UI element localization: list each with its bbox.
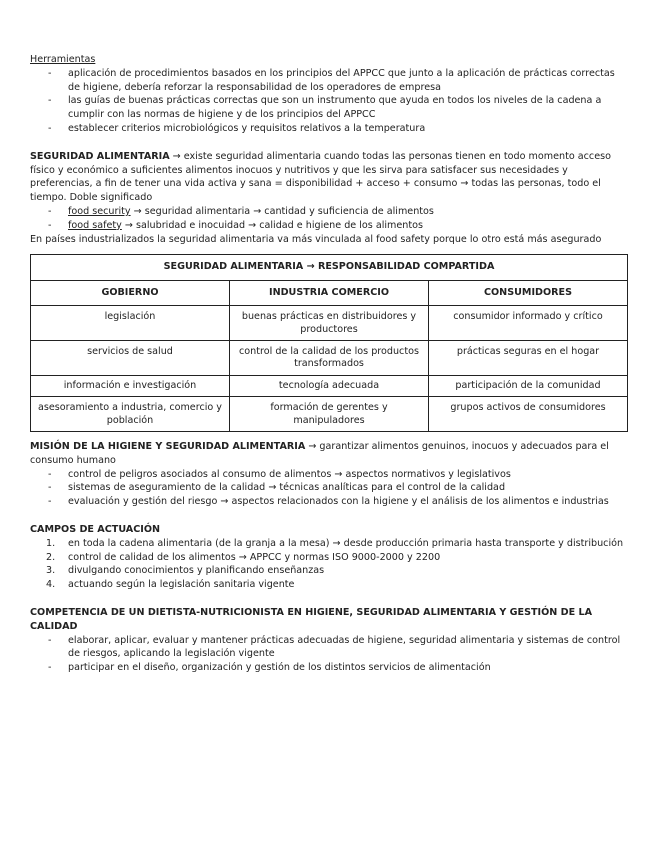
- competencia-list: [30, 634, 628, 675]
- table-cell: formación de gerentes y manipuladores: [230, 397, 429, 432]
- list-item: 3. divulgando conocimientos y planificando enseñanzas: [46, 565, 325, 577]
- term-food-security: food security: [68, 205, 131, 217]
- column-header: INDUSTRIA COMERCIO: [230, 280, 429, 305]
- table-cell: legislación: [31, 306, 230, 341]
- table-title: SEGURIDAD ALIMENTARIA → RESPONSABILIDAD COMPARTIDA: [31, 255, 628, 280]
- list-number: 3.: [46, 565, 56, 577]
- mision-list: [30, 468, 628, 509]
- bullet-mark: -: [48, 205, 52, 217]
- list-item: - aplicación de procedimientos basados en los principios del APPCC que junto a la aplicación de prácticas correctas de higiene, debería reforzar la responsabilidad de los operadores de empresa: [48, 67, 615, 93]
- document-page: [30, 53, 628, 675]
- seguridad-list: [30, 205, 628, 233]
- bullet-mark: -: [48, 67, 52, 79]
- bullet-mark: -: [48, 482, 52, 494]
- table-cell: control de la calidad de los productos transformados: [230, 340, 429, 375]
- table-cell: buenas prácticas en distribuidores y productores: [230, 306, 429, 341]
- herramientas-heading: Herramientas: [30, 54, 96, 65]
- bullet-mark: -: [48, 662, 52, 674]
- table-cell: consumidor informado y crítico: [429, 306, 628, 341]
- seguridad-paragraph: SEGURIDAD ALIMENTARIA → existe seguridad alimentaria cuando todas las personas tienen en todo momento acceso físico y económico a suficientes alimentos inocuos y nutritivos y que les sirva para satisfacer sus necesidades y preferencias, a fin de tener una vida activa y sana = disponibilidad + acceso + consumo → todas las personas, todo el tiempo. Doble significado: [30, 150, 611, 204]
- table-row: [31, 375, 628, 396]
- table-cell: asesoramiento a industria, comercio y población: [31, 397, 230, 432]
- list-item: - food safety → salubridad e inocuidad → calidad e higiene de los alimentos: [48, 219, 423, 231]
- list-item: - establecer criterios microbiológicos y requisitos relativos a la temperatura: [48, 122, 426, 134]
- list-item: - sistemas de aseguramiento de la calidad → técnicas analíticas para el control de la calidad: [48, 482, 506, 494]
- table-row: [31, 306, 628, 341]
- mision-paragraph: MISIÓN DE LA HIGIENE Y SEGURIDAD ALIMENTARIA → garantizar alimentos genuinos, inocuos y adecuados para el consumo humano: [30, 441, 609, 466]
- list-item: 1. en toda la cadena alimentaria (de la granja a la mesa) → desde producción primaria hasta transporte y distribución: [46, 537, 624, 549]
- list-item: - control de peligros asociados al consumo de alimentos → aspectos normativos y legislativos: [48, 468, 511, 480]
- mision-heading: MISIÓN DE LA HIGIENE Y SEGURIDAD ALIMENTARIA: [30, 441, 306, 453]
- table-cell: grupos activos de consumidores: [429, 397, 628, 432]
- list-number: 4.: [46, 579, 56, 591]
- seguridad-heading: SEGURIDAD ALIMENTARIA: [30, 150, 170, 162]
- table-cell: servicios de salud: [31, 340, 230, 375]
- table-cell: participación de la comunidad: [429, 375, 628, 396]
- list-item: - las guías de buenas prácticas correctas que son un instrumento que ayuda en todos los niveles de la cadena a cumplir con las normas de higiene y de los principios del APPCC: [48, 95, 602, 121]
- list-item: - evaluación y gestión del riesgo → aspectos relacionados con la higiene y el análisis de los alimentos e industrias: [48, 496, 609, 508]
- list-item: - elaborar, aplicar, evaluar y mantener prácticas adecuadas de higiene, seguridad alimentaria y sistemas de control de riesgos, aplicando la legislación vigente: [48, 634, 621, 660]
- list-item: 4. actuando según la legislación sanitaria vigente: [46, 579, 295, 591]
- table-cell: prácticas seguras en el hogar: [429, 340, 628, 375]
- list-item: - food security → seguridad alimentaria → cantidad y suficiencia de alimentos: [48, 205, 434, 217]
- column-header: CONSUMIDORES: [429, 280, 628, 305]
- seguridad-note: En países industrializados la seguridad alimentaria va más vinculada al food safety porque lo otro está más asegurado: [30, 233, 602, 245]
- list-number: 1.: [46, 537, 56, 549]
- bullet-mark: -: [48, 468, 52, 480]
- table-row: [31, 397, 628, 432]
- table-cell: información e investigación: [31, 375, 230, 396]
- responsabilidad-table: [30, 254, 628, 432]
- list-number: 2.: [46, 551, 56, 563]
- campos-list: [30, 537, 628, 592]
- list-item: - participar en el diseño, organización y gestión de los distintos servicios de alimentación: [48, 662, 491, 674]
- competencia-heading: COMPETENCIA DE UN DIETISTA-NUTRICIONISTA EN HIGIENE, SEGURIDAD ALIMENTARIA Y GESTIÓN DE LA CALIDAD: [30, 606, 593, 632]
- bullet-mark: -: [48, 95, 52, 107]
- bullet-mark: -: [48, 122, 52, 134]
- list-item: 2. control de calidad de los alimentos → APPCC y normas ISO 9000-2000 y 2200: [46, 551, 441, 563]
- column-header: GOBIERNO: [31, 280, 230, 305]
- bullet-mark: -: [48, 219, 52, 231]
- term-food-safety: food safety: [68, 219, 122, 231]
- campos-heading: CAMPOS DE ACTUACIÓN: [30, 524, 161, 535]
- bullet-mark: -: [48, 496, 52, 508]
- herramientas-list: [30, 67, 628, 136]
- table-cell: tecnología adecuada: [230, 375, 429, 396]
- bullet-mark: -: [48, 634, 52, 646]
- table-row: [31, 340, 628, 375]
